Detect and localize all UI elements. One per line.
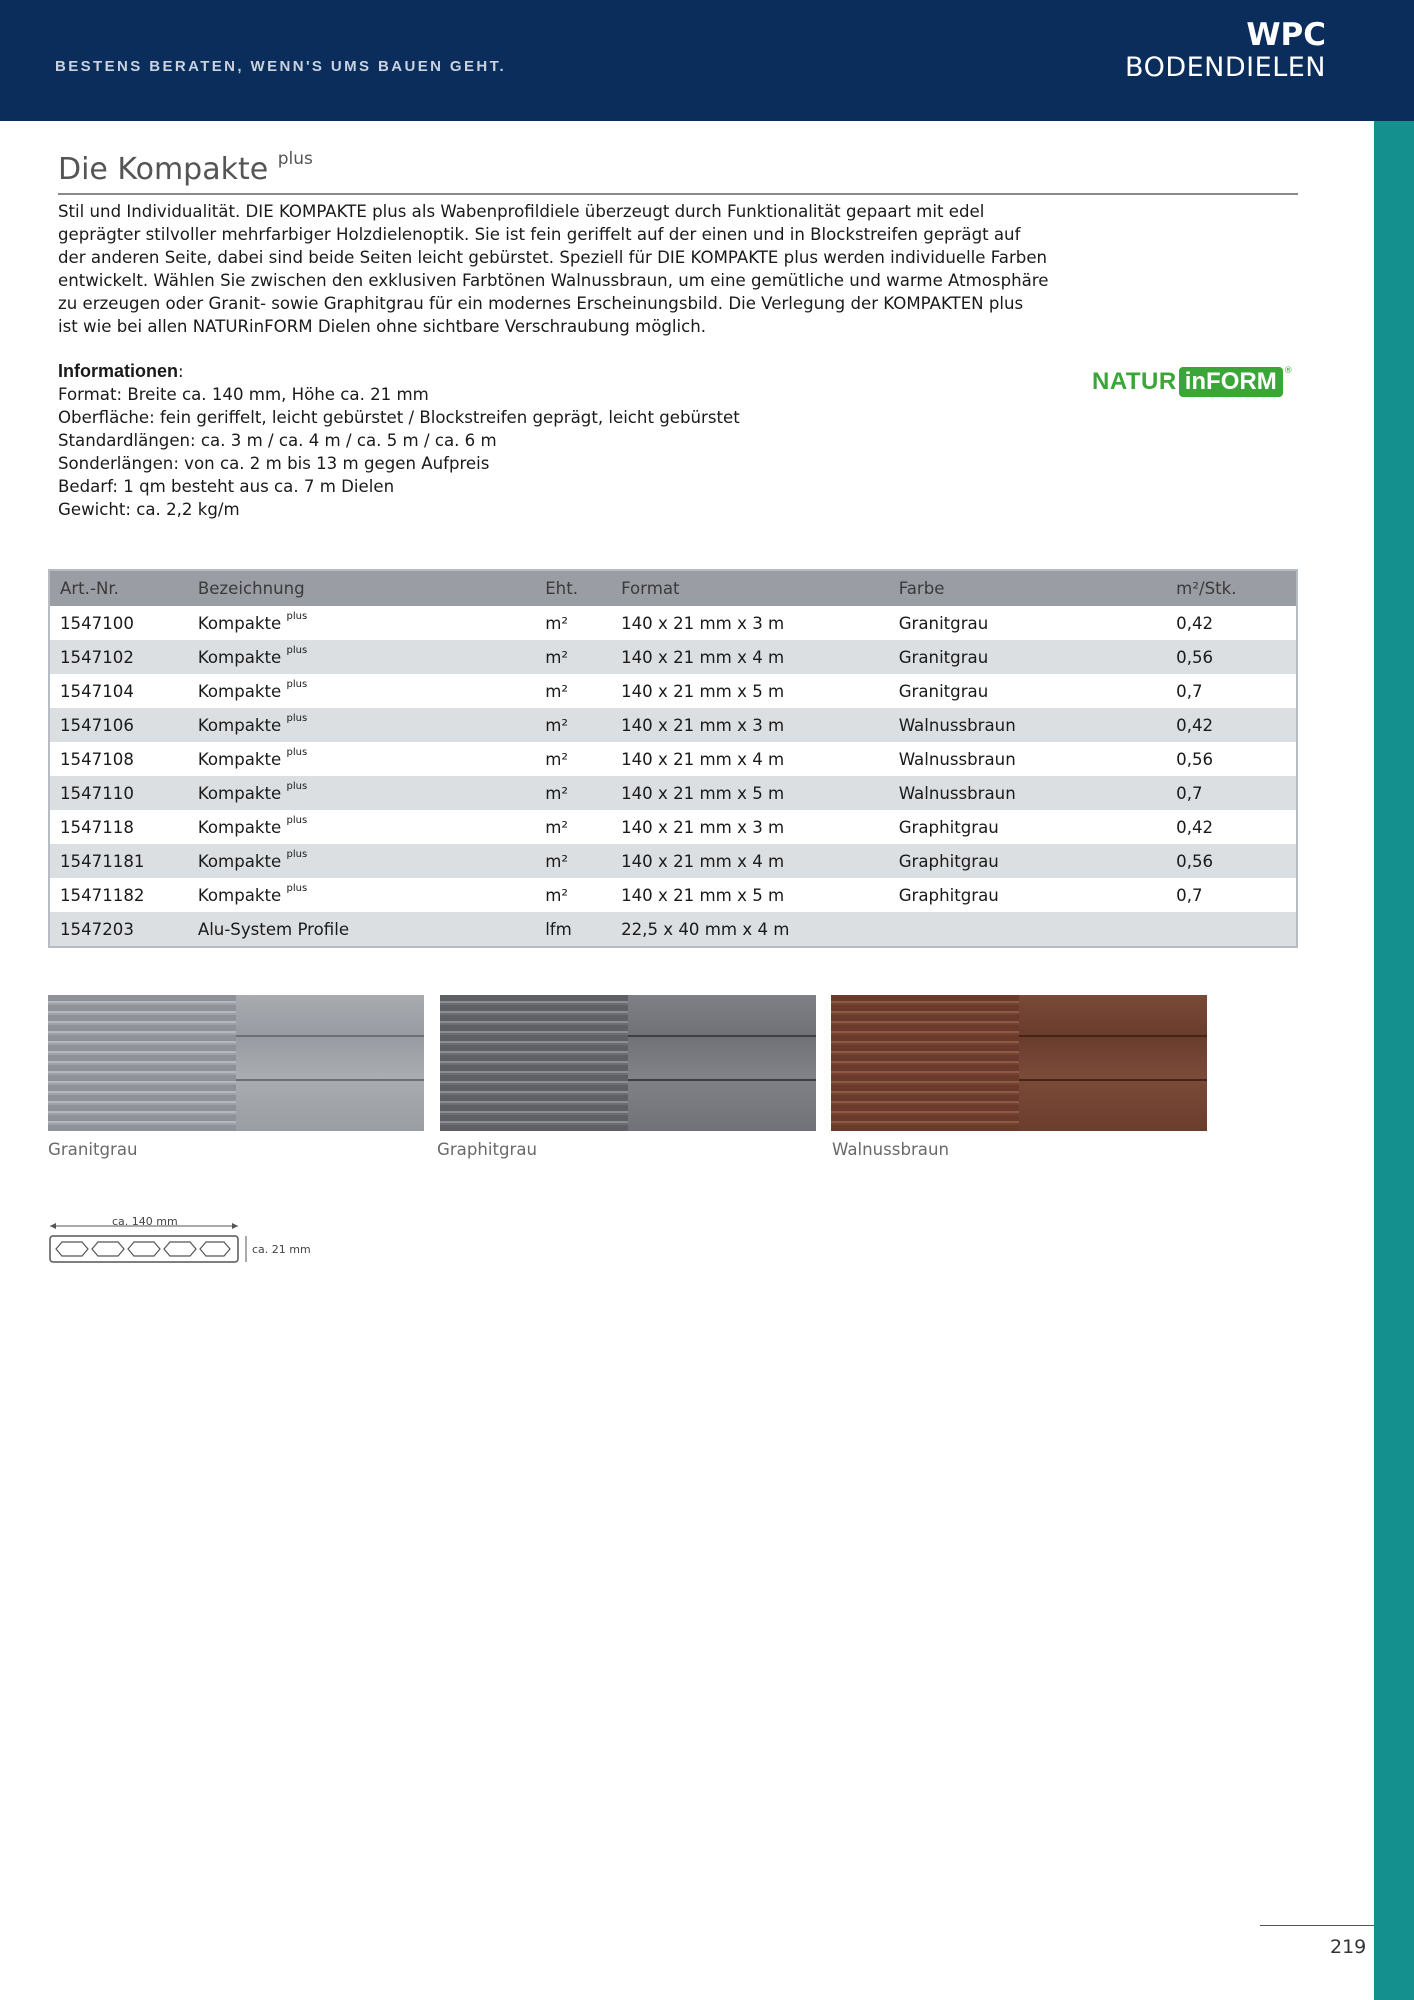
cell-art-nr: 1547100 — [49, 606, 188, 640]
cell-farbe: Graphitgrau — [889, 844, 1166, 878]
cell-name-suffix: plus — [286, 882, 308, 894]
cell-art-nr: 1547106 — [49, 708, 188, 742]
cell-eht: m² — [535, 844, 611, 878]
cell-format: 140 x 21 mm x 3 m — [611, 708, 889, 742]
footer-rule — [1260, 1925, 1374, 1926]
cell-bezeichnung — [188, 674, 535, 708]
cell-m2-stk: 0,42 — [1166, 810, 1297, 844]
cell-art-nr: 1547203 — [49, 912, 188, 947]
cell-eht: m² — [535, 810, 611, 844]
table-row — [49, 640, 1297, 674]
color-swatches — [48, 995, 1208, 1175]
cell-format: 140 x 21 mm x 5 m — [611, 674, 889, 708]
swatch-walnussbraun-grooved-side — [831, 995, 1019, 1131]
cell-format: 140 x 21 mm x 3 m — [611, 810, 889, 844]
page-title-text: Die Kompakte — [58, 152, 269, 187]
cell-format: 140 x 21 mm x 3 m — [611, 606, 889, 640]
table-row — [49, 844, 1297, 878]
col-header-art-nr: Art.-Nr. — [49, 570, 188, 606]
cell-name-suffix: plus — [286, 780, 308, 792]
col-header-format: Format — [611, 570, 889, 606]
swatch-label-walnussbraun: Walnussbraun — [832, 1140, 950, 1159]
cell-farbe: Walnussbraun — [889, 742, 1166, 776]
cell-farbe — [889, 912, 1166, 947]
info-line: Sonderlängen: von ca. 2 m bis 13 m gegen Aufpreis — [58, 454, 490, 473]
cell-bezeichnung — [188, 606, 535, 640]
cell-m2-stk — [1166, 912, 1297, 947]
cell-m2-stk: 0,7 — [1166, 776, 1297, 810]
col-header-m2-stk: m²/Stk. — [1166, 570, 1297, 606]
cell-art-nr: 1547118 — [49, 810, 188, 844]
logo-registered-mark: ® — [1283, 366, 1293, 376]
width-label: ca. 140 mm — [112, 1215, 178, 1228]
intro-line: Stil und Individualität. DIE KOMPAKTE plus als Wabenprofildiele überzeugt durch Funktionalität gepaart mit edel — [58, 202, 985, 221]
profile-cross-section-diagram — [48, 1212, 328, 1272]
col-header-eht: Eht. — [535, 570, 611, 606]
cell-name: Alu-System Profile — [197, 919, 350, 939]
cell-name: Kompakte — [197, 885, 282, 905]
naturinform-logo — [1092, 362, 1296, 402]
side-color-bar — [1374, 121, 1414, 2000]
info-heading-row — [58, 360, 958, 383]
cell-farbe: Walnussbraun — [889, 708, 1166, 742]
table-row — [49, 776, 1297, 810]
cell-name: Kompakte — [197, 647, 282, 667]
width-arrow-left — [50, 1223, 56, 1229]
swatch-label-graphitgrau: Graphitgrau — [437, 1140, 538, 1159]
cell-bezeichnung — [188, 640, 535, 674]
section-title — [1125, 18, 1326, 84]
cell-name: Kompakte — [197, 613, 282, 633]
intro-line: entwickelt. Wählen Sie zwischen den exklusiven Farbtönen Walnussbraun, um eine gemütliche und warme Atmosphäre — [58, 271, 1049, 290]
intro-paragraph — [58, 200, 1078, 338]
cell-m2-stk: 0,42 — [1166, 708, 1297, 742]
cell-name: Kompakte — [197, 715, 282, 735]
cell-m2-stk: 0,7 — [1166, 878, 1297, 912]
cell-art-nr: 1547102 — [49, 640, 188, 674]
cell-name: Kompakte — [197, 817, 282, 837]
cell-art-nr: 1547108 — [49, 742, 188, 776]
col-header-bezeichnung: Bezeichnung — [188, 570, 535, 606]
cell-eht: m² — [535, 674, 611, 708]
swatch-walnussbraun-block-side — [1019, 995, 1207, 1131]
table-header-row — [49, 570, 1297, 606]
cell-eht: m² — [535, 742, 611, 776]
width-arrow-right — [232, 1223, 238, 1229]
table-row — [49, 810, 1297, 844]
cell-bezeichnung — [188, 810, 535, 844]
cell-bezeichnung — [188, 708, 535, 742]
swatch-walnussbraun — [831, 995, 1207, 1131]
cell-name-suffix: plus — [286, 610, 308, 622]
intro-line: der anderen Seite, dabei sind beide Seiten leicht gebürstet. Speziell für DIE KOMPAKTE plus werden individuelle Farben — [58, 248, 1048, 267]
height-label: ca. 21 mm — [252, 1243, 311, 1256]
cell-eht: lfm — [535, 912, 611, 947]
cell-farbe: Granitgrau — [889, 606, 1166, 640]
table-row — [49, 742, 1297, 776]
cell-bezeichnung — [188, 878, 535, 912]
info-heading-colon: : — [178, 362, 184, 381]
cell-name: Kompakte — [197, 681, 282, 701]
cell-farbe: Graphitgrau — [889, 810, 1166, 844]
cell-eht: m² — [535, 708, 611, 742]
cell-format: 140 x 21 mm x 4 m — [611, 742, 889, 776]
swatch-graphitgrau-block-side — [628, 995, 816, 1131]
cell-format: 140 x 21 mm x 5 m — [611, 878, 889, 912]
cell-format: 140 x 21 mm x 5 m — [611, 776, 889, 810]
col-header-farbe: Farbe — [889, 570, 1166, 606]
table-body — [49, 606, 1297, 947]
cell-farbe: Walnussbraun — [889, 776, 1166, 810]
cell-m2-stk: 0,56 — [1166, 844, 1297, 878]
cell-bezeichnung — [188, 776, 535, 810]
table-row — [49, 674, 1297, 708]
cell-farbe: Graphitgrau — [889, 878, 1166, 912]
cell-bezeichnung — [188, 912, 535, 947]
info-line: Standardlängen: ca. 3 m / ca. 4 m / ca. 5 m / ca. 6 m — [58, 431, 497, 450]
cell-farbe: Granitgrau — [889, 674, 1166, 708]
swatch-granitgrau-grooved-side — [48, 995, 236, 1131]
cell-name-suffix: plus — [286, 678, 308, 690]
slogan: BESTENS BERATEN, WENN'S UMS BAUEN GEHT. — [55, 58, 507, 75]
cell-m2-stk: 0,42 — [1166, 606, 1297, 640]
page-number: 219 — [1330, 1936, 1367, 1958]
cell-m2-stk: 0,7 — [1166, 674, 1297, 708]
cell-name-suffix: plus — [286, 848, 308, 860]
cell-format: 22,5 x 40 mm x 4 m — [611, 912, 889, 947]
info-line: Oberfläche: fein geriffelt, leicht gebürstet / Blockstreifen geprägt, leicht gebürstet — [58, 408, 740, 427]
product-table — [48, 569, 1298, 948]
cell-eht: m² — [535, 640, 611, 674]
swatch-label-granitgrau: Granitgrau — [48, 1140, 138, 1159]
cell-eht: m² — [535, 606, 611, 640]
cell-eht: m² — [535, 878, 611, 912]
section-category: WPC — [1246, 17, 1326, 53]
swatch-granitgrau — [48, 995, 424, 1131]
section-subcategory: BODENDIELEN — [1125, 52, 1326, 83]
cell-bezeichnung — [188, 844, 535, 878]
profile-outline — [50, 1236, 238, 1262]
info-block — [58, 360, 958, 521]
info-line: Gewicht: ca. 2,2 kg/m — [58, 500, 240, 519]
logo-inform: inFORM — [1179, 367, 1283, 397]
logo-natur: NATUR — [1092, 368, 1177, 395]
swatch-graphitgrau-grooved-side — [440, 995, 628, 1131]
intro-line: geprägter stilvoller mehrfarbiger Holzdielenoptik. Sie ist fein geriffelt auf der einen und in Blockstreifen geprägt auf — [58, 225, 1021, 244]
title-divider — [58, 193, 1298, 195]
cell-art-nr: 1547104 — [49, 674, 188, 708]
cell-name-suffix: plus — [286, 712, 308, 724]
swatch-granitgrau-block-side — [236, 995, 424, 1131]
cell-name-suffix: plus — [286, 746, 308, 758]
table-row — [49, 912, 1297, 947]
intro-line: zu erzeugen oder Granit- sowie Graphitgrau für ein modernes Erscheinungsbild. Die Verlegung der KOMPAKTEN plus — [58, 294, 1024, 313]
page-title-suffix: plus — [277, 149, 313, 169]
table-row — [49, 708, 1297, 742]
info-line: Bedarf: 1 qm besteht aus ca. 7 m Dielen — [58, 477, 395, 496]
header-banner — [0, 0, 1414, 121]
swatch-graphitgrau — [440, 995, 816, 1131]
cell-eht: m² — [535, 776, 611, 810]
cell-art-nr: 15471182 — [49, 878, 188, 912]
cell-format: 140 x 21 mm x 4 m — [611, 844, 889, 878]
info-line: Format: Breite ca. 140 mm, Höhe ca. 21 mm — [58, 385, 429, 404]
cell-art-nr: 15471181 — [49, 844, 188, 878]
cell-art-nr: 1547110 — [49, 776, 188, 810]
cell-name: Kompakte — [197, 851, 282, 871]
cell-bezeichnung — [188, 742, 535, 776]
page-title — [58, 149, 313, 187]
table-row — [49, 606, 1297, 640]
info-heading: Informationen — [58, 361, 178, 381]
cell-m2-stk: 0,56 — [1166, 742, 1297, 776]
intro-line: ist wie bei allen NATURinFORM Dielen ohne sichtbare Verschraubung möglich. — [58, 317, 707, 336]
cell-name-suffix: plus — [286, 644, 308, 656]
cell-m2-stk: 0,56 — [1166, 640, 1297, 674]
cell-name: Kompakte — [197, 783, 282, 803]
cell-farbe: Granitgrau — [889, 640, 1166, 674]
cell-name-suffix: plus — [286, 814, 308, 826]
table-row — [49, 878, 1297, 912]
cell-format: 140 x 21 mm x 4 m — [611, 640, 889, 674]
cell-name: Kompakte — [197, 749, 282, 769]
